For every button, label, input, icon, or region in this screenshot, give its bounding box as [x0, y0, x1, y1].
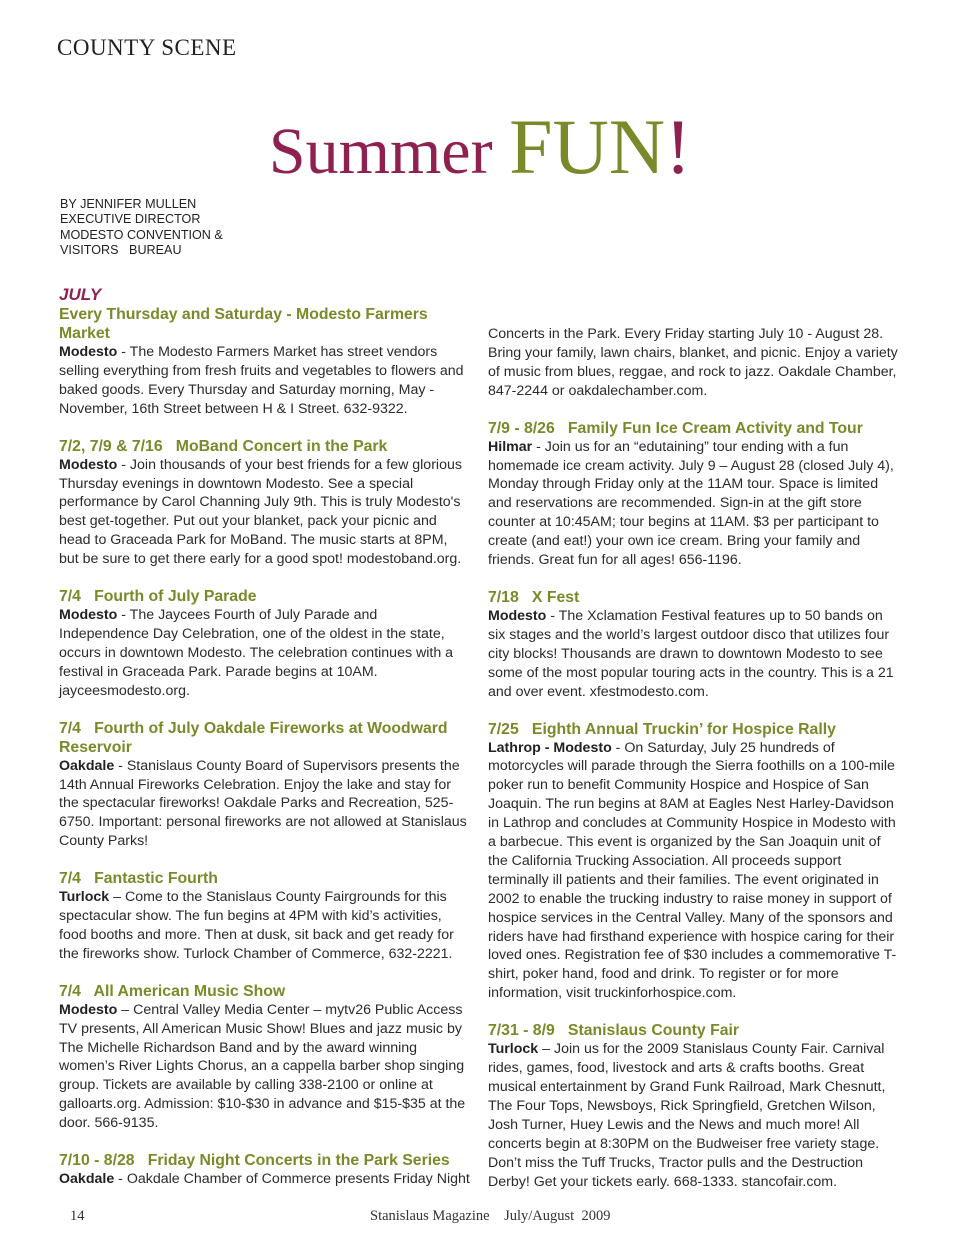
event-title: 7/2, 7/9 & 7/16 MoBand Concert in the Park: [59, 437, 388, 455]
event-title: 7/4 Fantastic Fourth: [59, 870, 218, 888]
byline-line: BY JENNIFER MULLEN: [60, 197, 197, 211]
byline-line: VISITORS BUREAU: [60, 242, 182, 257]
event-location: Modesto: [59, 456, 118, 473]
event-fantastic-fourth: [59, 869, 471, 964]
event-description: - The Jaycees Fourth of July Parade and Independence Day Celebration, one of the oldest in the state, occurs in downtown Modesto. The celebration continues with a festival in Graceada Park. Parade begins at 10AM. jayceesmodesto.org.: [59, 607, 454, 699]
event-body: [59, 456, 471, 569]
event-farmers-market: [59, 305, 471, 419]
publication-info: Stanislaus Magazine July/August 2009: [370, 1208, 611, 1224]
event-location: Modesto: [59, 344, 118, 360]
event-truckin-hospice: [488, 720, 902, 1004]
event-body: [488, 607, 902, 702]
event-title: 7/4 Fourth of July Oakdale Fireworks at Woodward Reservoir: [59, 719, 452, 756]
title-word-summer: Summer: [268, 115, 510, 188]
event-title: 7/25 Eighth Annual Truckin’ for Hospice Rally: [488, 720, 836, 738]
month-heading: JULY: [59, 285, 102, 304]
event-title: 7/10 - 8/28 Friday Night Concerts in the Park Series: [59, 1152, 450, 1170]
event-body: [488, 438, 902, 570]
page-number: 14: [70, 1208, 85, 1224]
event-title: 7/18 X Fest: [488, 588, 580, 606]
section-label: COUNTY SCENE: [57, 35, 237, 60]
event-music-show: [59, 982, 471, 1133]
event-body: [59, 1001, 471, 1133]
event-body: [488, 1040, 902, 1191]
byline: [60, 197, 300, 258]
event-description: - Join us for an “edutaining” tour ending with a fun homemade ice cream activity. July 9 – August 28 (closed July 4), Monday through Friday only at the 11AM tour. Space is limited and reservations are recommended. Sign-in at the gift store counter at 10:45AM; tour begins at 11AM. $3 per participant to create (and eat!) your own ice cream. Bring your family and friends. Great fun for all ages! 656-1196.: [488, 438, 894, 569]
event-x-fest: [488, 588, 902, 702]
event-description: – Central Valley Media Center – mytv26 Public Access TV presents, All American Music Show! Blues and jazz music by The Michelle Richardson Band and by the award winning women’s River Lights Chorus, an a cappella barber shop singing group. Tickets are available by calling 338-2100 or online at galloarts.org. Admission: $10-$30 in advance and $15-$35 at the door. 566-9135.: [59, 1001, 466, 1132]
event-body: [59, 888, 471, 964]
event-location: Modesto: [59, 607, 118, 624]
event-description: - Join thousands of your best friends for a few glorious Thursday evenings in downtown Modesto. See a special performance by Carol Channing July 9th. This is truly Modesto's best get-together. Put out your blanket, pack your picnic and head to Graceada Park for MoBand. The music starts at 8PM, but be sure to get there early for a good spot! modestoband.org.: [59, 456, 462, 568]
event-description: – Come to the Stanislaus County Fairgrounds for this spectacular show. The fun begins at 4PM with kid’s activities, food booths and more. Then at dusk, sit back and get ready for the fireworks show. Turlock Chamber of Commerce, 632-2221.: [59, 889, 454, 962]
event-title: 7/4 Fourth of July Parade: [59, 588, 257, 606]
event-description: - On Saturday, July 25 hundreds of motorcycles will parade through the Sierra foothills on a 100-mile poker run to benefit Community Hospice and Hospice of San Joaquin. The run begins at 8AM at Eagles Nest Harley-Davidson in Lathrop and concludes at Community Hospice in Modesto with a barbecue. This event is organized by the San Joaquin unit of the California Trucking Association. All proceeds support terminally ill patients and their families. The event originated in 2002 to enable the trucking industry to raise money in support of hospice services in the Central Valley. Many of the sponsors and riders have had firsthand experience with hospice caring for their loved ones. Registration fee of $30 includes a commemorative T-shirt, poker hand, food and drink. To register or for more information, visit truckinforhospice.com.: [488, 739, 897, 1002]
event-description: – Join us for the 2009 Stanislaus County Fair. Carnival rides, games, food, livestock and arts & crafts booths. Great musical entertainment by Grand Funk Railroad, Mark Chesnutt, The Four Tops, Newsboys, Rick Springfield, Gretchen Wilson, Josh Turner, Huey Lewis and the News and much more! All concerts begin at 8:30PM on the Budweiser free variety stage. Don’t miss the Tuff Trucks, Tractor pulls and the Destruction Derby! Get your tickets early. 668-1333. stancofair.com.: [488, 1041, 886, 1190]
event-title: Every Thursday and Saturday - Modesto Farmers Market: [59, 306, 428, 342]
event-location: Modesto: [488, 607, 547, 624]
event-location: Turlock: [59, 889, 110, 906]
event-body: [59, 1170, 471, 1189]
event-title: 7/4 All American Music Show: [59, 982, 286, 1000]
event-description: - Stanislaus County Board of Supervisors presents the 14th Annual Fireworks Celebration. Enjoy the lake and stay for the spectacular fireworks! Oakdale Parks and Recreation, 525-6750. Important: personal fireworks are not allowed at Stanislaus County Parks!: [59, 757, 467, 850]
article-title: [0, 104, 960, 205]
byline-line: MODESTO CONVENTION &: [60, 227, 223, 242]
event-location: Lathrop - Modesto: [488, 739, 612, 756]
event-body: [488, 739, 902, 1004]
event-friday-concerts-continued: [488, 325, 902, 401]
event-body: [59, 757, 471, 852]
byline-line: EXECUTIVE DIRECTOR: [60, 212, 201, 227]
event-body: [59, 606, 471, 701]
event-description: - The Xclamation Festival features up to 50 bands on six stages and the world’s largest outdoor disco that utilizes four city blocks! Thousands are drawn to downtown Modesto to see some of the most popular touring acts in the country. This is a 21 and over event. xfestmodesto.com.: [488, 607, 894, 700]
event-location: Modesto: [59, 1001, 118, 1018]
event-title: 7/31 - 8/9 Stanislaus County Fair: [488, 1022, 740, 1040]
event-title: 7/9 - 8/26 Family Fun Ice Cream Activity and Tour: [488, 419, 863, 437]
title-exclamation: !: [665, 103, 692, 190]
left-column: [59, 284, 471, 1207]
event-description: - Oakdale Chamber of Commerce presents Friday Night: [114, 1171, 470, 1188]
right-column: [488, 325, 902, 1209]
event-moband-concert: [59, 437, 471, 569]
event-oakdale-fireworks: [59, 719, 471, 852]
event-location: Turlock: [488, 1041, 539, 1058]
title-word-fun: FUN: [509, 103, 666, 190]
event-body: [59, 343, 471, 419]
event-county-fair: [488, 1021, 902, 1191]
event-ice-cream-tour: [488, 419, 902, 570]
event-description: Concerts in the Park. Every Friday starting July 10 - August 28. Bring your family, lawn chairs, blanket, and picnic. Enjoy a variety of music from blues, reggae, and rock to jazz. Oakdale Chamber, 847-2244 or oakdalechamber.com.: [488, 326, 898, 399]
event-friday-concerts: [59, 1151, 471, 1189]
event-description: - The Modesto Farmers Market has street vendors selling everything from fresh fruits and vegetables to flowers and baked goods. Every Thursday and Saturday morning, May - November, 16th Street between H & I Street. 632-9322.: [59, 344, 464, 417]
event-location: Oakdale: [59, 757, 115, 774]
event-fourth-parade: [59, 587, 471, 701]
event-location: Oakdale: [59, 1171, 115, 1188]
event-location: Hilmar: [488, 438, 533, 455]
